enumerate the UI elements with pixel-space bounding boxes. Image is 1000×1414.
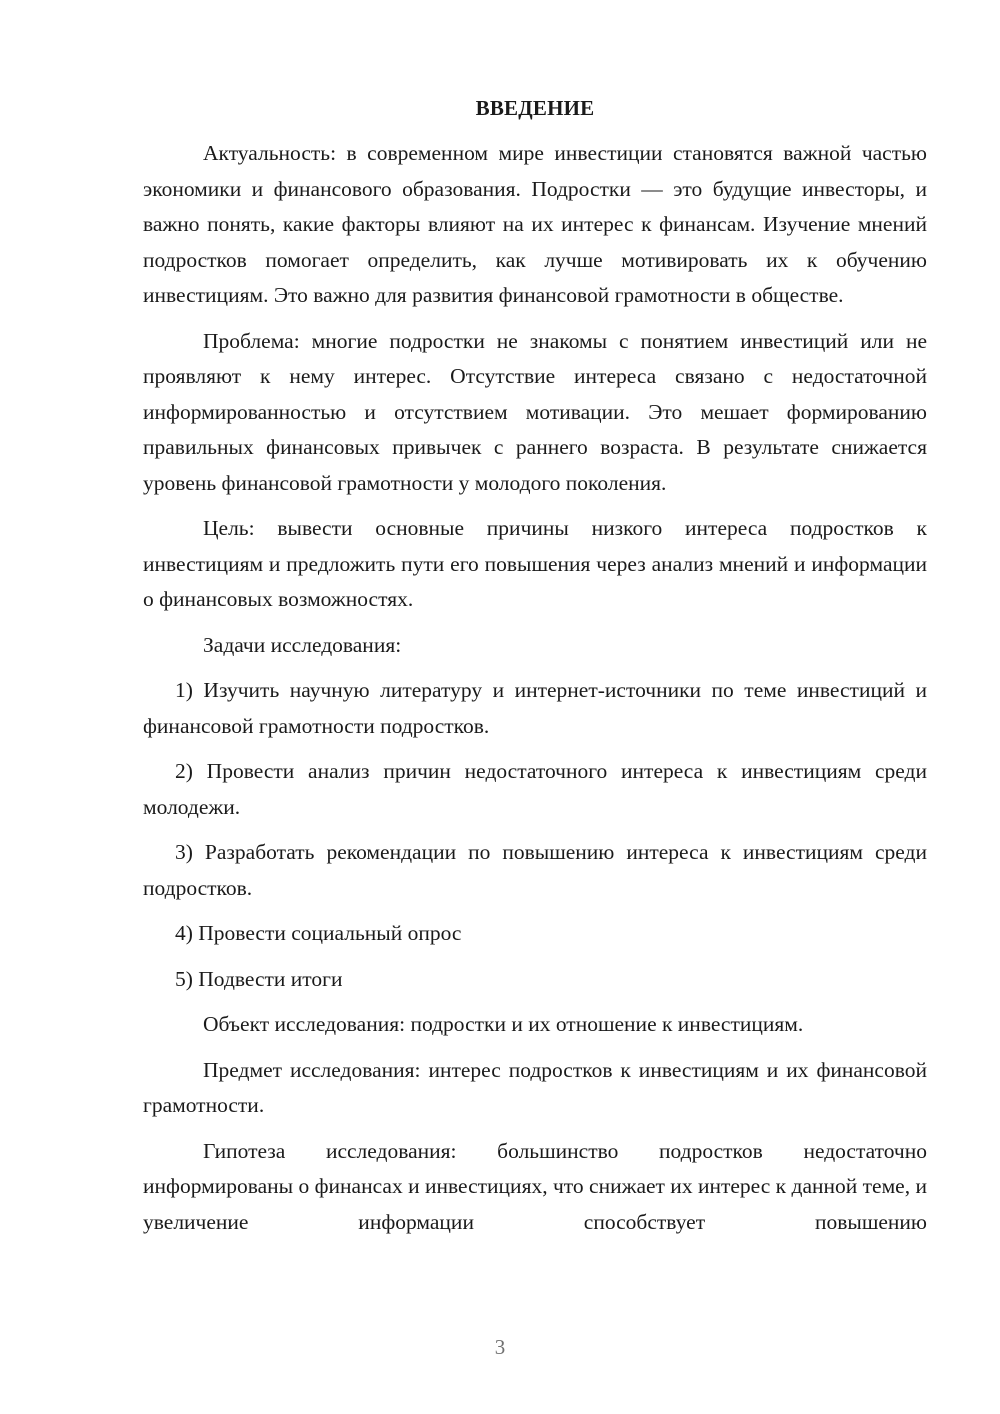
problem-paragraph: Проблема: многие подростки не знакомы с понятием инвестиций или не проявляют к нему интерес. Отсутствие интереса связано с недостаточной информированностью и отсутствием мотивации. Это мешает формированию правильных финансовых привычек с раннего возраста. В результате снижается уровень финансовой грамотности у молодого поколения.: [143, 328, 927, 495]
task-item-1: 1) Изучить научную литературу и интернет-источники по теме инвестиций и финансовой грамотности подростков.: [143, 678, 927, 738]
object-paragraph: Объект исследования: подростки и их отношение к инвестициям.: [203, 1012, 804, 1036]
tasks-heading: Задачи исследования:: [203, 632, 402, 657]
document-page: [143, 96, 927, 1240]
page-title: ВВЕДЕНИЕ: [475, 96, 595, 120]
task-item-3: 3) Разработать рекомендации по повышению интереса к инвестициям среди подростков.: [143, 840, 927, 900]
subject-paragraph: Предмет исследования: интерес подростков к инвестициям и их финансовой грамотности.: [143, 1057, 927, 1117]
task-item-5: 5) Подвести итоги: [175, 966, 343, 991]
relevance-paragraph: Актуальность: в современном мире инвестиции становятся важной частью экономики и финансового образования. Подростки — это будущие инвесторы, и важно понять, какие факторы влияют на их интерес к финансам. Изучение мнений подростков помогает определить, как лучше мотивировать их к обучению инвестициям. Это важно для развития финансовой грамотности в обществе.: [143, 141, 927, 307]
page-number: 3: [494, 1335, 506, 1359]
goal-paragraph: Цель: вывести основные причины низкого интереса подростков к инвестициям и предложить пути его повышения через анализ мнений и информации о финансовых возможностях.: [143, 516, 927, 611]
task-item-2: 2) Провести анализ причин недостаточного интереса к инвестициям среди молодежи.: [143, 759, 927, 819]
task-item-4: 4) Провести социальный опрос: [175, 921, 462, 945]
hypothesis-paragraph: Гипотеза исследования: большинство подростков недостаточно информированы о финансах и инвестициях, что снижает их интерес к данной теме, и увеличение информации способствует повышению: [143, 1138, 927, 1234]
